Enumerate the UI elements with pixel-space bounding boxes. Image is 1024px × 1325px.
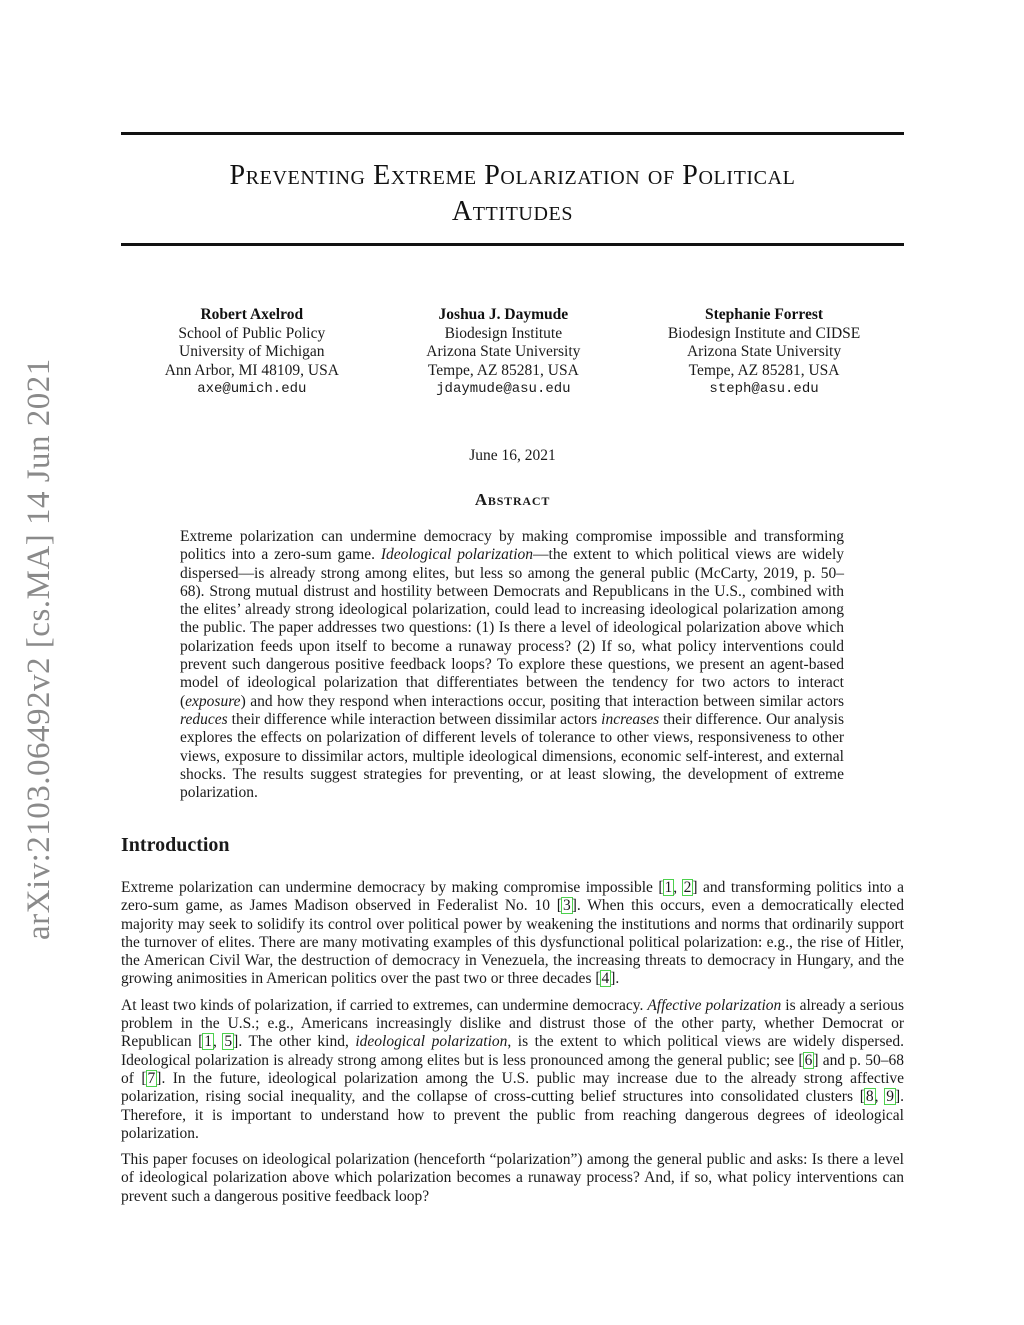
section-heading-introduction: Introduction	[121, 834, 230, 856]
text-segment: ] and p. 50–68 of [	[121, 1051, 905, 1087]
text-segment: is already a serious problem in the U.S.; e.g., Americans increasingly dislike and distrust those of the other party, whether Democrat or Republican [	[121, 996, 904, 1051]
abstract-emphasis: Ideological polarization	[380, 546, 534, 564]
citation-link[interactable]: 7	[147, 1069, 156, 1087]
author-forrest	[668, 306, 860, 399]
abstract-segment: —the extent to which political views are widely dispersed—is already strong among elites, but less so among the general public (McCarty, 2019, p. 50–68). Strong mutual distrust and hostility between Democrats and Republicans in the U.S., combined with the elites’ already strong ideological polarization, could lead to increasing ideological polarization among the public. The paper addresses two questions: (1) Is there a level of ideological polarization above which polarization feeds upon itself to become a runaway process? (2) If so, what policy interventions could prevent such dangerous positive feedback loops? To explore these questions, we present an agent-based model of ideological polarization that differentiates between the tendency for two actors to interact (	[180, 546, 844, 710]
author-affiliation: Biodesign Institute	[444, 324, 563, 342]
title-line-2: Attitudes	[451, 196, 574, 227]
author-address: Tempe, AZ 85281, USA	[688, 361, 840, 379]
abstract-emphasis: exposure	[185, 692, 241, 710]
citation-link[interactable]: 1	[664, 879, 673, 896]
text-segment: Extreme polarization can undermine democracy by making compromise impossible [	[121, 879, 664, 896]
abstract-text	[180, 528, 844, 802]
citation-link[interactable]: 8	[865, 1088, 874, 1106]
text-segment: ,	[213, 1033, 224, 1051]
author-name: Stephanie Forrest	[704, 306, 824, 323]
author-affiliation: School of Public Policy	[178, 324, 326, 342]
abstract-segment: Extreme polarization can undermine democracy by making compromise impossible and transforming politics into a zero-sum game.	[180, 528, 844, 564]
abstract-emphasis: reduces	[180, 710, 228, 728]
text-segment: ,	[673, 879, 683, 896]
text-emphasis: Affective polarization	[647, 996, 782, 1014]
abstract-segment: their difference while interaction between dissimilar actors	[227, 710, 602, 728]
citation-link[interactable]: 9	[886, 1088, 894, 1106]
text-segment: ].	[610, 970, 620, 988]
citation-link[interactable]: 1	[204, 1033, 213, 1051]
paragraph	[121, 879, 904, 989]
author-affiliation: Arizona State University	[686, 343, 842, 360]
paragraph	[121, 997, 904, 1143]
abstract-heading: Abstract	[474, 490, 551, 509]
arxiv-identifier: arXiv:2103.06492v2 [cs.MA] 14 Jun 2021	[21, 358, 57, 940]
citation-link[interactable]: 2	[683, 879, 692, 896]
text-segment: ]. Therefore, it is important to understand how to prevent the public from reaching dangerous degrees of ideological polarization.	[121, 1088, 904, 1142]
author-affiliation: Arizona State University	[426, 343, 581, 360]
abstract-emphasis: increases	[601, 710, 660, 728]
author-address: Ann Arbor, MI 48109, USA	[164, 361, 339, 379]
text-segment: ]. In the future, ideological polarization among the U.S. public may increase due to the already strong affective polarization, rising social inequality, and the collapse of cross-cutting belief structures into consolidated clusters [	[121, 1069, 905, 1106]
title-rule-top	[121, 132, 904, 135]
author-email[interactable]: jdaymude@asu.edu	[436, 381, 571, 397]
author-address: Tempe, AZ 85281, USA	[427, 361, 579, 379]
citation-link[interactable]: 6	[804, 1051, 813, 1069]
citation-link[interactable]: 4	[601, 970, 610, 988]
author-axelrod	[165, 306, 339, 399]
text-segment: , is the extent to which political views are widely dispersed. Ideological polarization is already strong among elites but is less pronounced among the general public; see [	[121, 1033, 905, 1069]
author-name: Robert Axelrod	[200, 306, 304, 323]
citation-link[interactable]: 3	[562, 897, 571, 915]
author-affiliation: University of Michigan	[179, 343, 325, 360]
text-emphasis: ideological polarization	[355, 1033, 508, 1051]
author-email[interactable]: axe@umich.edu	[197, 381, 307, 397]
introduction-body	[121, 879, 904, 1214]
text-segment: ]. The other kind,	[233, 1033, 356, 1051]
citation-link[interactable]: 5	[224, 1033, 233, 1051]
abstract-segment: ) and how they respond when interactions occur, positing that interaction between similar actors	[240, 692, 844, 710]
text-segment: ,	[874, 1088, 886, 1106]
publication-date: June 16, 2021	[469, 447, 556, 464]
title-rule-bottom	[121, 243, 904, 246]
author-daymude	[426, 306, 580, 399]
text-segment: ] and transforming politics into a zero-sum game, as James Madison observed in Federalist No. 10 [	[121, 879, 904, 915]
abstract-segment: their difference. Our analysis explores the effects on polarization of different levels of tolerance to other views, responsiveness to other views, exposure to dissimilar actors, multiple ideological dimensions, economic self-interest, and external shocks. The results suggest strategies for preventing, or at least slowing, the development of extreme polarization.	[180, 710, 844, 802]
text-segment: At least two kinds of polarization, if carried to extremes, can undermine democracy.	[121, 996, 648, 1014]
paper-title	[121, 158, 904, 230]
author-affiliation: Biodesign Institute and CIDSE	[667, 324, 861, 342]
paragraph: This paper focuses on ideological polarization (henceforth “polarization”) among the general public and asks: Is there a level of ideological polarization above which polarization becomes a runaway process? And, if so, what policy interventions can prevent such a dangerous positive feedback loop?	[121, 1151, 904, 1205]
author-email[interactable]: steph@asu.edu	[709, 381, 819, 397]
title-line-1: Preventing Extreme Polarization of Political	[229, 160, 796, 191]
author-block	[121, 306, 904, 399]
author-name: Joshua J. Daymude	[438, 306, 569, 323]
text-segment: ]. When this occurs, even a democratically elected majority may seek to solidify its control over political power by weakening the institutions and norms that ordinarily support the turnover of elites. There are many motivating examples of this dysfunctional political polarization: e.g., the rise of Hitler, the American Civil War, the destruction of democracy in Venezuela, the increasing threats to democracy in Hungary, and the growing animosities in American politics over the past two or three decades [	[121, 897, 905, 988]
